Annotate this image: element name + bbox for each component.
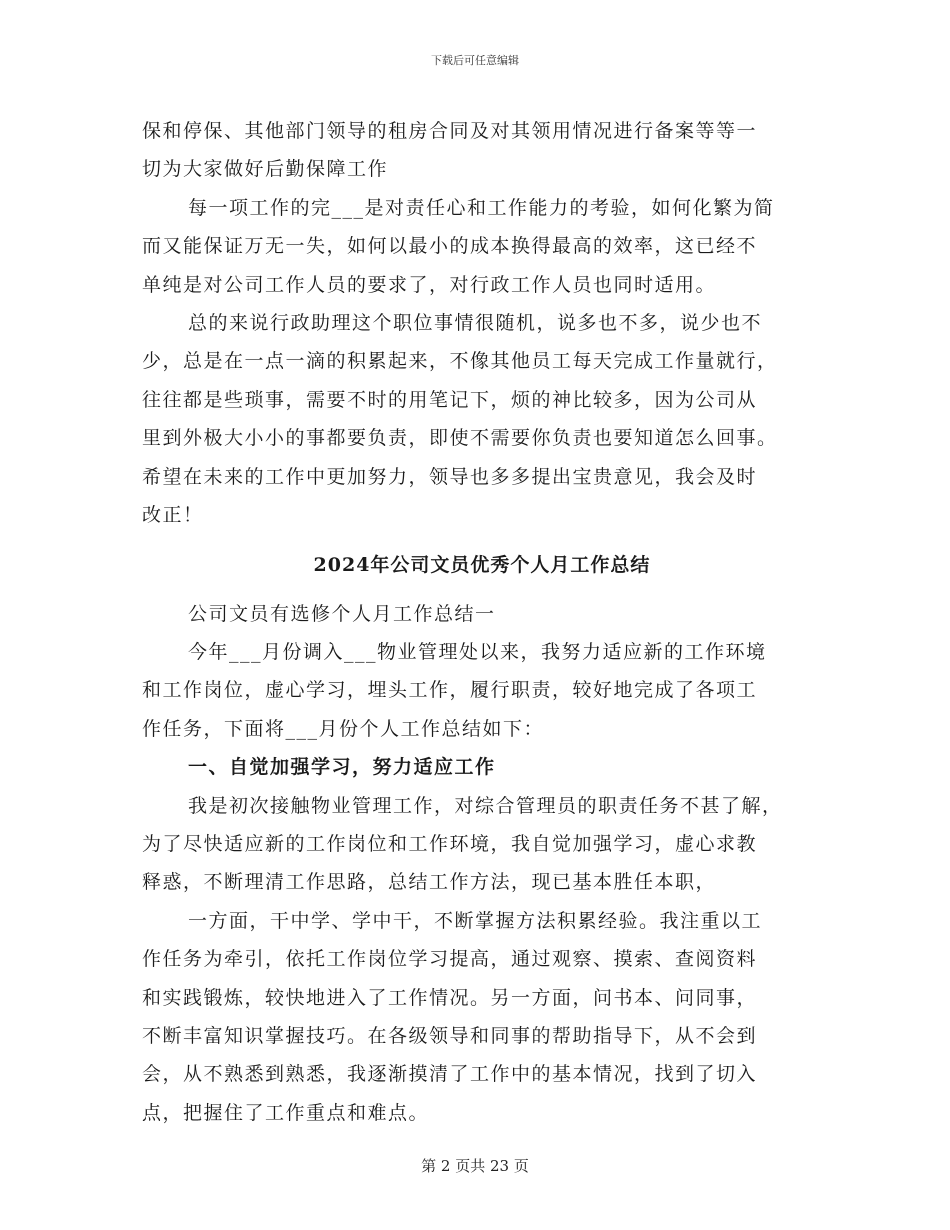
text-line: 改正！	[142, 503, 204, 526]
text-line: 点，把握住了工作重点和难点。	[142, 1101, 430, 1124]
paragraph	[142, 304, 822, 534]
text-line: 作任务，下面将___月份个人工作总结如下：	[142, 717, 545, 740]
text-line: 希望在未来的工作中更加努力，领导也多多提出宝贵意见，我会及时	[142, 465, 758, 488]
text-line: 每一项工作的完___是对责任心和工作能力的考验，如何化繁为简	[188, 196, 775, 219]
text-line: 单纯是对公司工作人员的要求了，对行政工作人员也同时适用。	[142, 273, 717, 296]
text-line: 释惑，不断理清工作思路，总结工作方法，现已基本胜任本职，	[142, 871, 717, 894]
text-line: 不断丰富知识掌握技巧。在各级领导和同事的帮助指导下，从不会到	[142, 1025, 758, 1047]
page-header: 下载后可任意编辑	[431, 54, 519, 67]
text-line: 作任务为牵引，依托工作岗位学习提高，通过观察、摸索、查阅资料	[142, 948, 758, 971]
text-line: 切为大家做好后勤保障工作	[142, 158, 389, 181]
text-line: 为了尽快适应新的工作岗位和工作环境，我自觉加强学习，虚心求教	[142, 833, 758, 856]
section-heading: 一、自觉加强学习，努力适应工作	[188, 756, 496, 779]
document-body	[142, 112, 822, 1132]
document-title: 2024年公司文员优秀个人月工作总结	[313, 554, 651, 577]
paragraph	[142, 189, 822, 304]
text-line: 会，从不熟悉到熟悉，我逐渐摸清了工作中的基本情况，找到了切入	[142, 1063, 758, 1086]
text-line: 我是初次接触物业管理工作，对综合管理员的职责任务不甚了解，	[188, 794, 783, 817]
text-line: 和工作岗位，虚心学习，埋头工作，履行职责，较好地完成了各项工	[142, 679, 758, 702]
text-line: 一方面，干中学、学中干，不断掌握方法积累经验。我注重以工	[188, 909, 763, 932]
paragraph	[142, 787, 822, 902]
page-footer: 第 2 页共 23 页	[421, 1157, 529, 1175]
paragraph	[142, 633, 822, 748]
text-line: 和实践锻炼，较快地进入了工作情况。另一方面，问书本、问同事，	[142, 986, 758, 1009]
text-line: 公司文员有选修个人月工作总结一	[188, 602, 496, 625]
text-line: 里到外极大小小的事都要负责，即使不需要你负责也要知道怎么回事。	[142, 427, 778, 450]
paragraph	[142, 595, 822, 633]
text-line: 总的来说行政助理这个职位事情很随机，说多也不多，说少也不	[188, 311, 763, 334]
text-line: 保和停保、其他部门领导的租房合同及对其领用情况进行备案等等一	[142, 120, 758, 142]
text-line: 今年___月份调入___物业管理处以来，我努力适应新的工作环境	[188, 641, 767, 664]
text-line: 少，总是在一点一滴的积累起来，不像其他员工每天完成工作量就行，	[142, 350, 778, 373]
text-line: 而又能保证万无一失，如何以最小的成本换得最高的效率，这已经不	[142, 235, 758, 258]
paragraph	[142, 902, 822, 1132]
text-line: 往往都是些琐事，需要不时的用笔记下，烦的神比较多，因为公司从	[142, 388, 758, 411]
paragraph	[142, 112, 822, 189]
